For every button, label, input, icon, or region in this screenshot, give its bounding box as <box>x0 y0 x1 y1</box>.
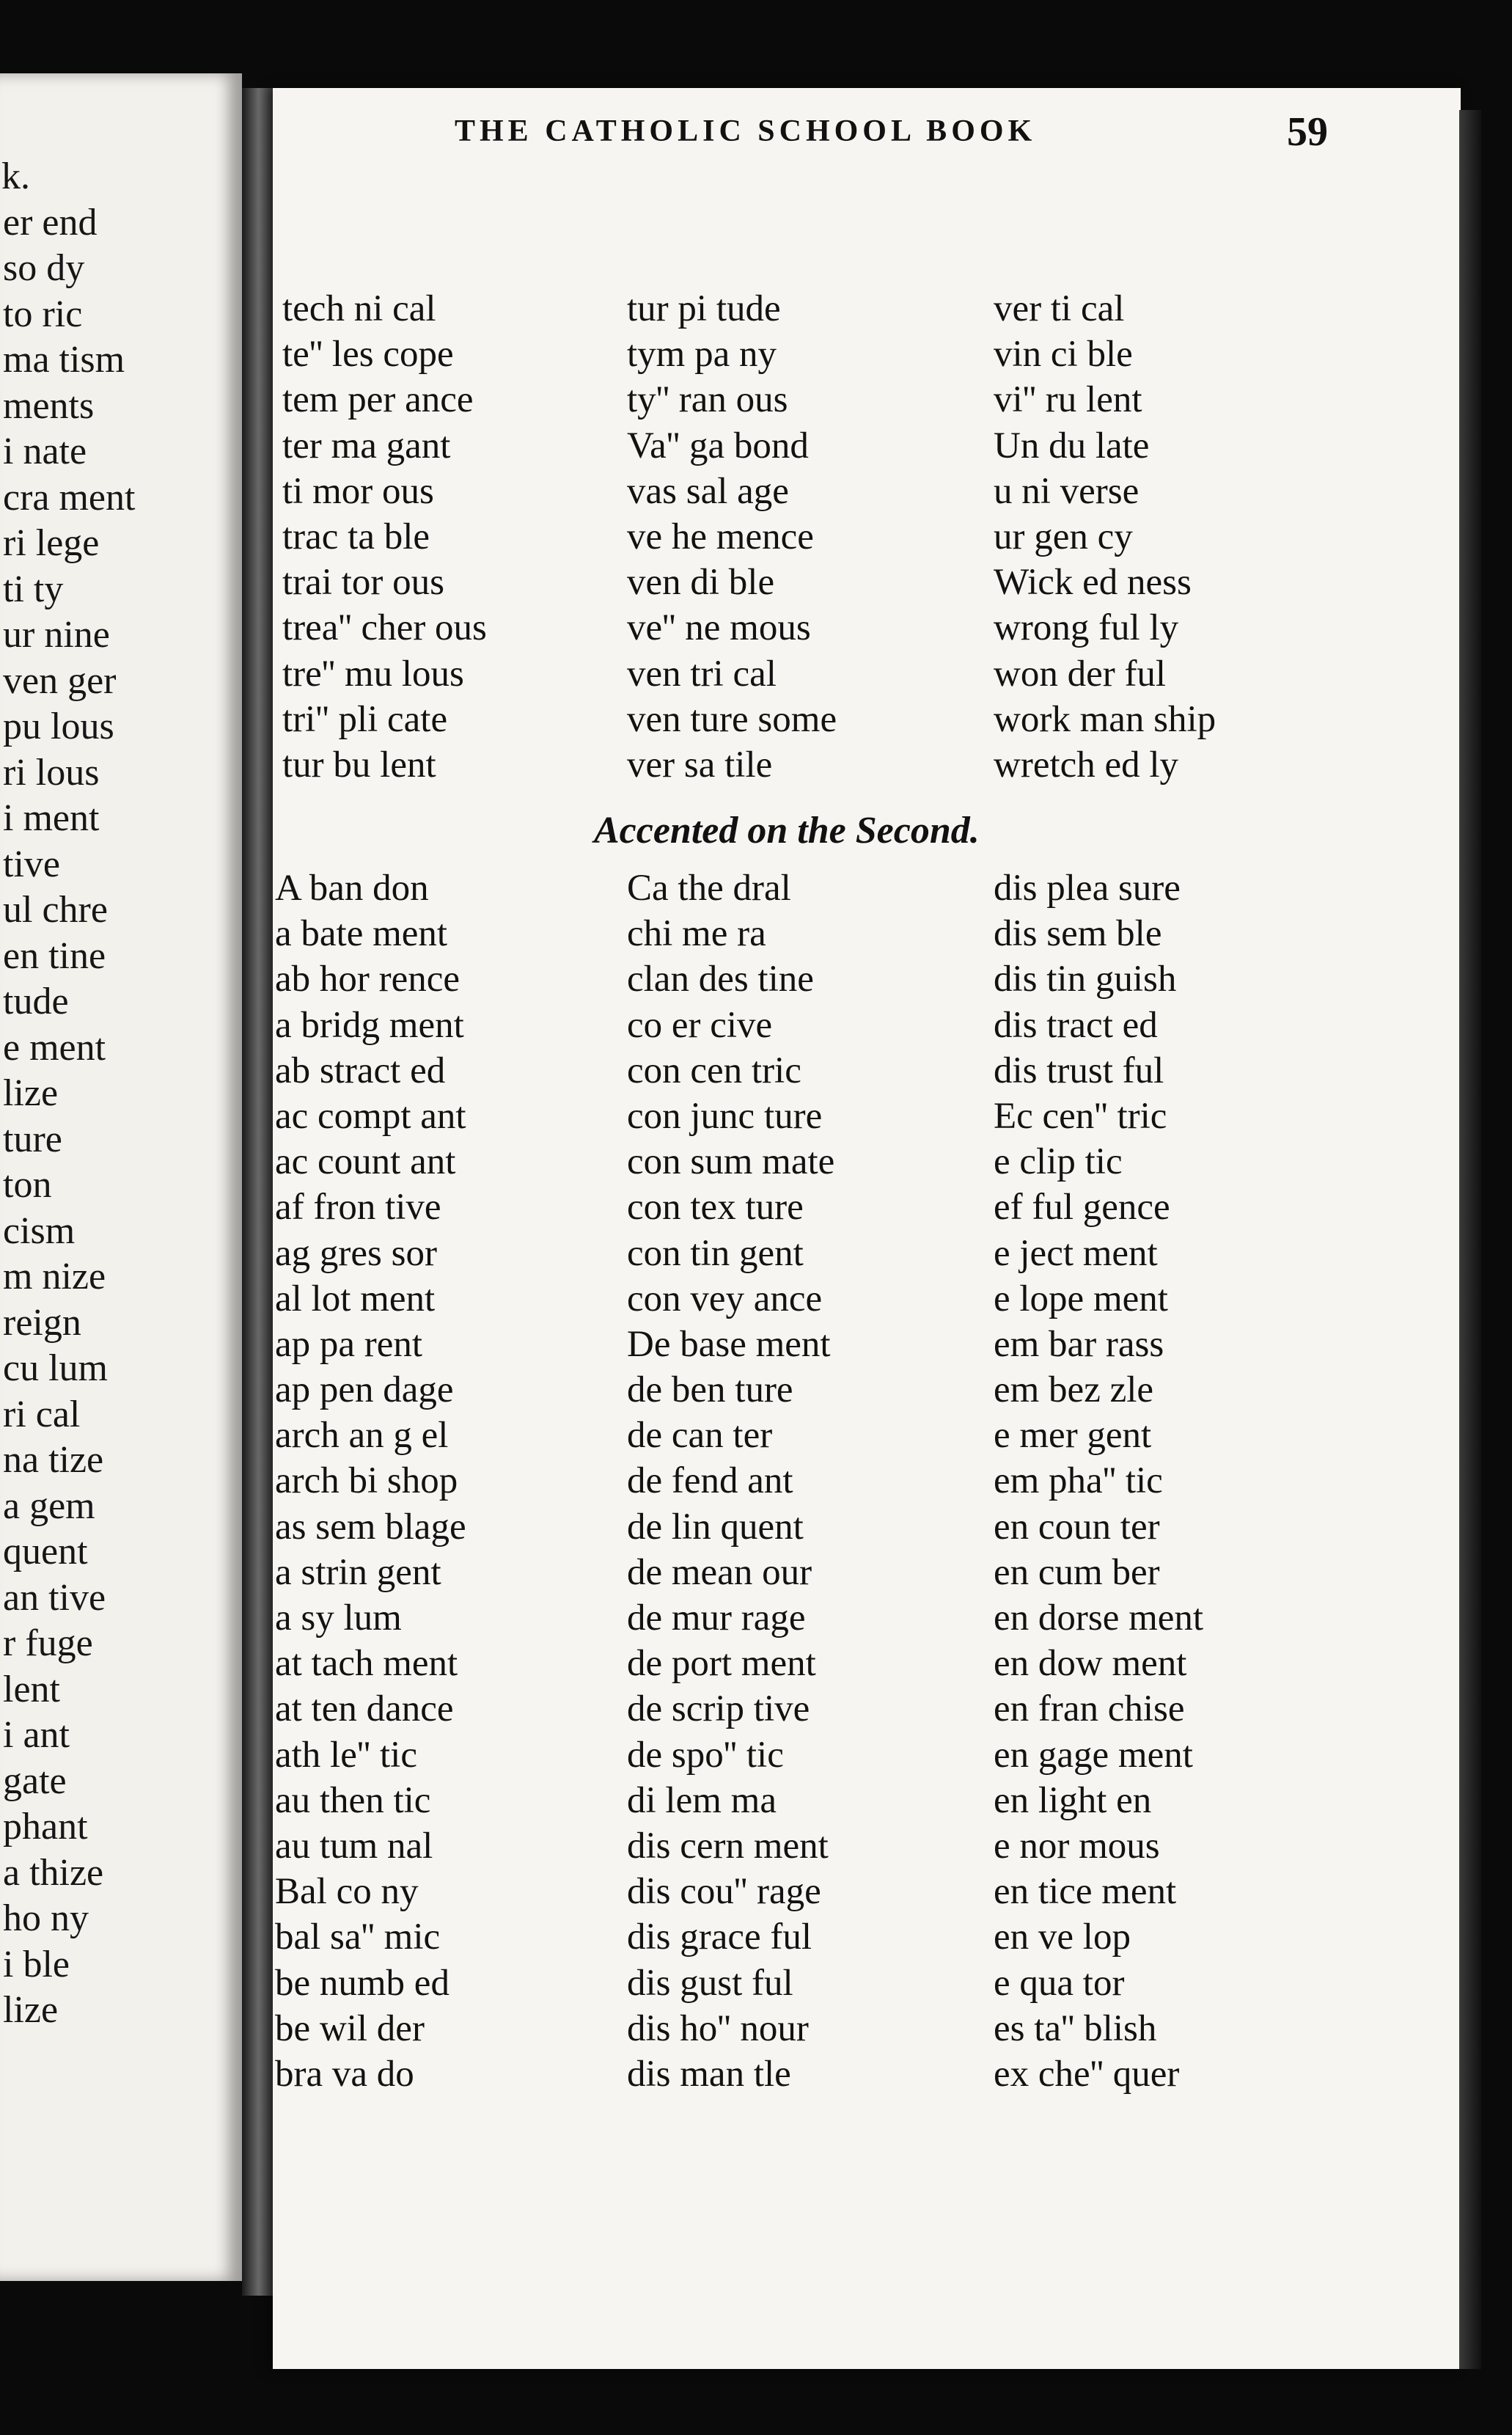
word-entry: ven tri cal <box>627 653 777 695</box>
word-entry: ef ful gence <box>994 1187 1170 1229</box>
word-entry: de scrip tive <box>627 1688 810 1730</box>
word-entry: clan des tine <box>627 959 814 1000</box>
word-entry: ac count ant <box>275 1141 456 1183</box>
word-entry: ur gen cy <box>994 516 1133 557</box>
left-page-fragment: lize <box>3 1989 59 2031</box>
left-page-fragment: ri lous <box>3 751 100 794</box>
word-entry: arch bi shop <box>275 1460 458 1502</box>
word-entry: trai tor ous <box>282 562 444 604</box>
left-page-fragment: ma tism <box>3 339 125 381</box>
word-entry: en cum ber <box>994 1551 1160 1593</box>
word-entry: ti mor ous <box>282 470 434 512</box>
word-entry: wretch ed ly <box>994 744 1179 786</box>
page-number: 59 <box>1287 109 1328 155</box>
word-entry: de port ment <box>627 1643 816 1685</box>
section-heading: Accented on the Second. <box>594 810 980 852</box>
left-page-fragment: na tize <box>3 1439 104 1481</box>
word-entry: en light en <box>994 1779 1152 1821</box>
left-page-fragment: an tive <box>3 1576 106 1619</box>
word-entry: ap pen dage <box>275 1369 454 1411</box>
running-head: THE CATHOLIC SCHOOL BOOK <box>455 114 1037 148</box>
word-entry: en dorse ment <box>994 1597 1204 1638</box>
word-entry: de mur rage <box>627 1597 806 1638</box>
word-entry: em pha'' tic <box>994 1460 1163 1502</box>
left-page-fragment: quent <box>3 1531 88 1572</box>
left-page-fragment: i ment <box>3 797 100 839</box>
page-edge <box>1459 110 1481 2369</box>
left-page-fragment: tude <box>3 981 69 1022</box>
word-entry: arch an g el <box>275 1415 449 1457</box>
word-entry: wrong ful ly <box>994 607 1179 649</box>
left-page-fragment: cra ment <box>3 476 136 519</box>
word-entry: tri'' pli cate <box>282 698 448 740</box>
top-column-2 <box>627 286 837 788</box>
word-entry: trac ta ble <box>282 516 430 557</box>
word-entry: te'' les cope <box>282 334 454 376</box>
word-entry: a strin gent <box>275 1551 441 1593</box>
word-entry: con junc ture <box>627 1095 823 1137</box>
word-entry: chi me ra <box>627 913 766 955</box>
word-entry: con tin gent <box>627 1232 804 1274</box>
word-entry: tur pi tude <box>627 288 781 329</box>
word-entry: de mean our <box>627 1551 812 1593</box>
left-page-fragment: pu lous <box>3 706 114 747</box>
left-page-fragment: cu lum <box>3 1347 108 1389</box>
left-page-fragment: m nize <box>3 1256 106 1297</box>
word-entry: dis plea sure <box>994 868 1181 909</box>
bottom-column-1 <box>275 865 466 2097</box>
word-entry: ag gres sor <box>275 1232 437 1274</box>
word-entry: dis tract ed <box>994 1004 1158 1046</box>
word-entry: dis tin guish <box>994 959 1177 1000</box>
word-entry: ven ture some <box>627 698 837 740</box>
word-entry: tur bu lent <box>282 744 436 786</box>
left-page-fragment: ti ty <box>3 568 64 610</box>
word-entry: tym pa ny <box>627 334 777 376</box>
left-page-fragment: a gem <box>3 1484 95 1527</box>
left-page-fragment: tive <box>3 843 60 885</box>
left-page-fragment: lize <box>3 1072 59 1114</box>
word-entry: bra va do <box>275 2053 414 2095</box>
word-entry: A ban don <box>275 868 429 909</box>
left-page-fragment: reign <box>3 1301 81 1344</box>
word-entry: Va'' ga bond <box>627 425 809 466</box>
word-entry: tech ni cal <box>282 288 436 329</box>
word-entry: dis cern ment <box>627 1825 829 1867</box>
left-page-fragment: ture <box>3 1118 62 1160</box>
left-page-fragment: r fuge <box>3 1622 93 1664</box>
word-entry: ver sa tile <box>627 744 773 786</box>
left-page <box>0 73 242 2281</box>
left-page-fragment: er end <box>3 201 98 244</box>
word-entry: work man ship <box>994 698 1216 740</box>
word-entry: dis cou'' rage <box>627 1871 821 1913</box>
left-page-fragment: i nate <box>3 431 87 472</box>
bottom-column-2 <box>627 865 834 2097</box>
word-entry: ver ti cal <box>994 288 1125 329</box>
word-entry: a bate ment <box>275 913 448 955</box>
word-entry: au tum nal <box>275 1825 433 1867</box>
word-entry: vi'' ru lent <box>994 379 1142 421</box>
word-entry: al lot ment <box>275 1278 436 1319</box>
word-entry: co er cive <box>627 1004 773 1046</box>
left-page-fragment: ments <box>3 384 95 427</box>
top-column-1 <box>282 286 487 788</box>
word-entry: es ta'' blish <box>994 2007 1157 2049</box>
left-page-fragment: ul chre <box>3 889 108 931</box>
word-entry: at ten dance <box>275 1688 454 1730</box>
word-entry: dis man tle <box>627 2053 791 2095</box>
word-entry: con tex ture <box>627 1187 804 1229</box>
word-entry: e ject ment <box>994 1232 1158 1274</box>
left-page-fragment: e ment <box>3 1026 106 1069</box>
word-entry: ac compt ant <box>275 1095 466 1137</box>
word-entry: Wick ed ness <box>994 562 1192 604</box>
word-entry: en dow ment <box>994 1643 1187 1685</box>
word-entry: en fran chise <box>994 1688 1185 1730</box>
word-entry: e mer gent <box>994 1415 1152 1457</box>
left-page-fragment: k. <box>1 155 30 197</box>
word-entry: e qua tor <box>994 1962 1125 2004</box>
left-page-fragment: a thize <box>3 1851 104 1894</box>
left-page-fragment: i ble <box>3 1943 70 1985</box>
left-page-fragment: cism <box>3 1209 76 1252</box>
bottom-column-3 <box>994 865 1203 2097</box>
left-page-fragment: lent <box>3 1668 60 1710</box>
word-entry: en tice ment <box>994 1871 1177 1913</box>
left-page-fragment: ho ny <box>3 1897 89 1939</box>
left-page-fragment: to ric <box>3 293 83 335</box>
word-entry: e lope ment <box>994 1278 1168 1319</box>
word-entry: Un du late <box>994 425 1150 466</box>
word-entry: e nor mous <box>994 1825 1160 1867</box>
word-entry: ex che'' quer <box>994 2053 1180 2095</box>
left-page-fragment: so dy <box>3 247 85 289</box>
word-entry: dis ho'' nour <box>627 2007 809 2049</box>
word-entry: ve'' ne mous <box>627 607 811 649</box>
word-entry: dis sem ble <box>994 913 1162 955</box>
word-entry: be numb ed <box>275 1962 449 2004</box>
word-entry: em bez zle <box>994 1369 1154 1411</box>
word-entry: dis gust ful <box>627 1962 793 2004</box>
word-entry: em bar rass <box>994 1323 1164 1365</box>
word-entry: en gage ment <box>994 1734 1193 1776</box>
word-entry: u ni verse <box>994 470 1139 512</box>
word-entry: en coun ter <box>994 1506 1160 1548</box>
word-entry: trea'' cher ous <box>282 607 487 649</box>
left-page-fragment: ven ger <box>3 659 117 702</box>
word-entry: di lem ma <box>627 1779 777 1821</box>
left-page-fragment: phant <box>3 1806 88 1848</box>
word-entry: de fend ant <box>627 1460 793 1502</box>
top-column-3 <box>994 286 1216 788</box>
word-entry: dis grace ful <box>627 1916 812 1958</box>
word-entry: de spo'' tic <box>627 1734 784 1776</box>
word-entry: e clip tic <box>994 1141 1123 1183</box>
word-entry: ab hor rence <box>275 959 460 1000</box>
word-entry: as sem blage <box>275 1506 466 1548</box>
word-entry: en ve lop <box>994 1916 1131 1958</box>
word-entry: ve he mence <box>627 516 814 557</box>
left-page-fragment: ri cal <box>3 1393 81 1435</box>
word-entry: at tach ment <box>275 1643 458 1685</box>
word-entry: con cen tric <box>627 1050 801 1091</box>
word-entry: ath le'' tic <box>275 1734 417 1776</box>
left-page-fragment: en tine <box>3 934 106 977</box>
left-page-fragment: ur nine <box>3 614 110 656</box>
word-entry: de can ter <box>627 1415 773 1457</box>
word-entry: ven di ble <box>627 562 775 604</box>
word-entry: tre'' mu lous <box>282 653 464 695</box>
word-entry: be wil der <box>275 2007 425 2049</box>
left-page-fragment: gate <box>3 1760 67 1802</box>
word-entry: ty'' ran ous <box>627 379 788 421</box>
word-entry: won der ful <box>994 653 1167 695</box>
word-entry: Bal co ny <box>275 1871 419 1913</box>
word-entry: ap pa rent <box>275 1323 423 1365</box>
word-entry: Ca the dral <box>627 868 791 909</box>
word-entry: de ben ture <box>627 1369 793 1411</box>
word-entry: au then tic <box>275 1779 431 1821</box>
word-entry: con vey ance <box>627 1278 823 1319</box>
word-entry: Ec cen'' tric <box>994 1095 1167 1137</box>
word-entry: ter ma gant <box>282 425 451 466</box>
word-entry: tem per ance <box>282 379 474 421</box>
word-entry: bal sa'' mic <box>275 1916 441 1958</box>
word-entry: af fron tive <box>275 1187 441 1229</box>
word-entry: con sum mate <box>627 1141 835 1183</box>
left-page-fragment: i ant <box>3 1714 70 1756</box>
word-entry: ab stract ed <box>275 1050 446 1091</box>
left-page-fragment: ton <box>3 1164 52 1206</box>
word-entry: dis trust ful <box>994 1050 1164 1091</box>
word-entry: vas sal age <box>627 470 789 512</box>
word-entry: De base ment <box>627 1323 831 1365</box>
word-entry: vin ci ble <box>994 334 1133 376</box>
word-entry: a bridg ment <box>275 1004 464 1046</box>
word-entry: a sy lum <box>275 1597 402 1638</box>
word-entry: de lin quent <box>627 1506 804 1548</box>
left-page-fragment: ri lege <box>3 522 100 564</box>
